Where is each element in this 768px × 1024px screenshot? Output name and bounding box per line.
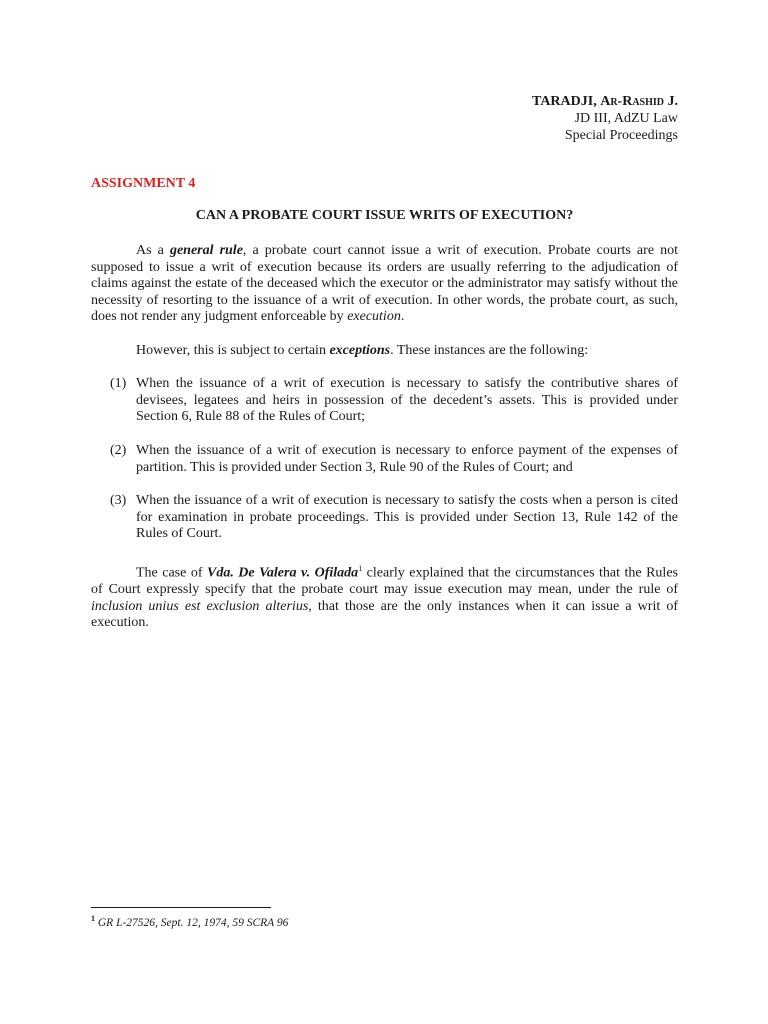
author-program: JD III, AdZU Law	[574, 111, 678, 126]
footnote	[91, 914, 288, 929]
author-surname: TARADJI,	[532, 94, 601, 109]
p2-body: . These instances are the following:	[390, 343, 589, 358]
p1-end-term: execution	[347, 309, 401, 324]
list-item	[110, 493, 678, 543]
footnote-text: GR L-27526, Sept. 12, 1974, 59 SCRA 96	[95, 916, 289, 929]
list-number: (1)	[110, 376, 127, 391]
author-name	[532, 93, 678, 110]
author-header	[532, 93, 678, 144]
list-item	[110, 376, 678, 426]
paragraph-general-rule	[91, 243, 678, 326]
p2-lead: However, this is subject to certain	[136, 343, 330, 358]
legal-maxim: inclusion unius est exclusion alterius	[91, 598, 309, 614]
paragraph-case-explanation	[91, 561, 678, 632]
p3-lead: The case of	[136, 565, 207, 581]
list-number: (3)	[110, 493, 127, 508]
list-text: When the issuance of a writ of execution is necessary to enforce payment of the expenses of partition. This is provided under Section 3, Rule 90 of the Rules of Court; and	[136, 443, 678, 475]
list-item	[110, 443, 678, 476]
list-number: (2)	[110, 443, 127, 458]
p1-term: general rule	[169, 243, 243, 258]
list-text: When the issuance of a writ of execution is necessary to satisfy the costs when a person is cited for examination in probate proceedings. This is provided under Section 13, Rule 142 of the Rules of Court.	[136, 493, 678, 541]
footnote-divider	[91, 907, 271, 908]
author-initial: J.	[664, 94, 678, 109]
author-given-name: Ar-Rashid	[600, 94, 664, 109]
p1-end: .	[400, 309, 405, 324]
p1-lead: As a	[136, 243, 170, 258]
footnote-reference[interactable]: 1	[358, 564, 363, 573]
p1-body: , a probate court cannot issue a writ of execution. Probate courts are not supposed to issue a writ of execution because its orders are usually referring to the adjudication of claims against the estate of the deceased which the executor or the administrator may satisfy without the necessity of resorting to the issuance of a writ of execution. In other words, the probate court, as such, does not render any judgment enforceable by	[91, 243, 678, 324]
question-heading: CAN A PROBATE COURT ISSUE WRITS OF EXECUTION?	[195, 208, 574, 223]
paragraph-exceptions-intro	[91, 343, 678, 360]
assignment-label: ASSIGNMENT 4	[91, 176, 196, 191]
course-name: Special Proceedings	[564, 128, 678, 143]
p3-body: clearly explained that the circumstances that the Rules of Court expressly specify that the probate court may issue execution may mean, under the rule of	[91, 565, 678, 598]
p2-term: exceptions	[329, 343, 391, 358]
list-text: When the issuance of a writ of execution is necessary to satisfy the contributive shares of devisees, legatees and heirs in possession of the decedent’s assets. This is provided under Section 6, Rule 88 of the Rules of Court;	[136, 376, 678, 424]
case-name: Vda. De Valera v. Ofilada	[206, 565, 359, 581]
footnote-number: 1	[91, 914, 95, 923]
p3-end: , that those are the only instances when it can issue a writ of execution.	[91, 598, 678, 631]
